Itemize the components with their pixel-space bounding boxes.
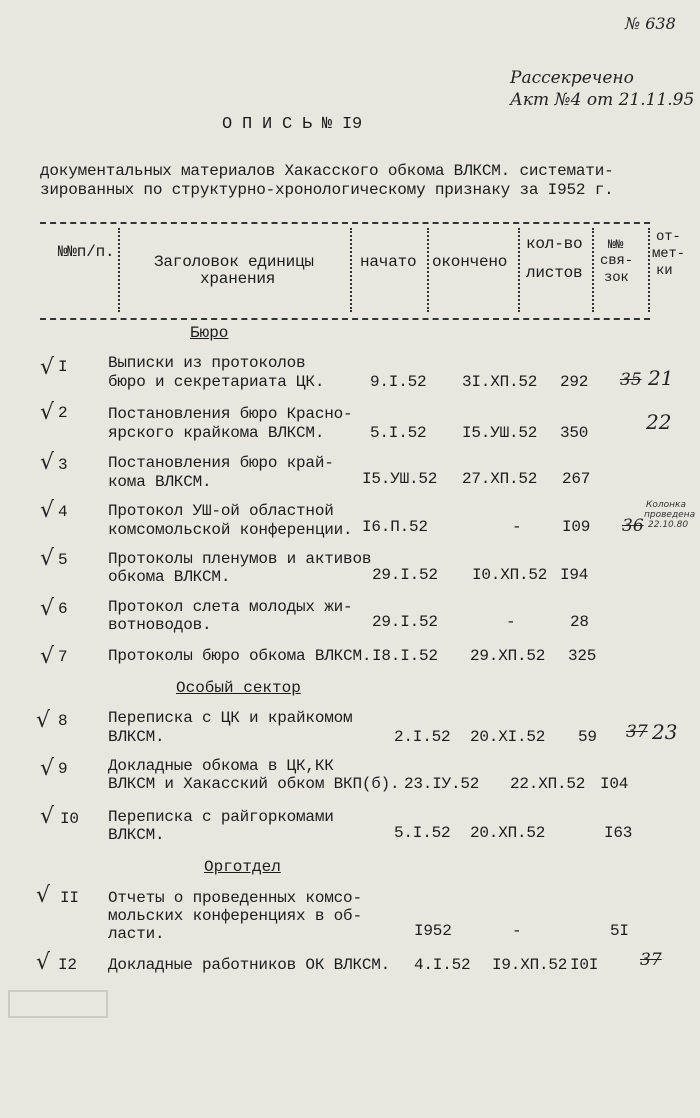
check-mark: √ — [40, 596, 55, 621]
check-mark: √ — [40, 498, 55, 523]
row-bundle: 35 — [620, 370, 642, 390]
row-title-line: ярского крайкома ВЛКСМ. — [108, 424, 325, 442]
check-mark: √ — [40, 756, 55, 781]
check-mark: √ — [40, 450, 55, 475]
header-notes-2: мет- — [652, 246, 685, 262]
row-end: 3I.XП.52 — [462, 373, 538, 391]
row-end: I5.УШ.52 — [462, 424, 538, 442]
row-end: - — [512, 922, 522, 940]
row-start: I5.УШ.52 — [362, 470, 438, 488]
row-number: II — [60, 889, 79, 907]
subtitle-line-2: зированных по структурно-хронологическому признаку за I952 г. — [40, 181, 614, 199]
row-number: 6 — [58, 600, 68, 618]
check-mark: √ — [36, 883, 51, 908]
header-bundles-2: свя- — [600, 253, 633, 269]
row-start: I8.I.52 — [372, 647, 438, 665]
check-mark: √ — [40, 546, 55, 571]
row-title-line: ВЛКСМ и Хакасский обком ВКП(б). — [108, 775, 400, 793]
check-mark: √ — [36, 708, 51, 733]
row-title-line: Протоколы пленумов и активов — [108, 550, 372, 568]
row-sheets: 28 — [570, 613, 589, 631]
row-number: 7 — [58, 648, 68, 666]
col-divider — [518, 228, 520, 312]
row-title-line: ВЛКСМ. — [108, 728, 165, 746]
row-sheets: 59 — [578, 728, 597, 746]
row-number: I0 — [60, 810, 79, 828]
row-end: - — [506, 613, 516, 631]
row-bundle: 36 — [622, 516, 644, 536]
row-start: I952 — [414, 922, 452, 940]
row-title-line: Постановления бюро край- — [108, 454, 334, 472]
row-number: 2 — [58, 404, 68, 422]
header-end: окончено — [432, 253, 508, 271]
row-bundle-corrected: 23 — [652, 720, 678, 744]
check-mark: √ — [40, 400, 55, 425]
header-bundles-1: №№ — [608, 237, 624, 252]
page-number: № 638 — [625, 14, 676, 33]
row-bundle-corrected: 21 — [648, 366, 674, 390]
row-end: 22.XП.52 — [510, 775, 586, 793]
row-start: 29.I.52 — [372, 566, 438, 584]
header-title-1: Заголовок единицы — [154, 253, 314, 271]
declassification-line-2: Акт №4 от 21.11.95 — [510, 90, 695, 110]
row-start: 4.I.52 — [414, 956, 471, 974]
row-title-line: Протокол слета молодых жи- — [108, 598, 353, 616]
row-title-line: ласти. — [108, 925, 165, 943]
row-title-line: Докладные обкома в ЦК,КК — [108, 757, 334, 775]
document-title: О П И С Ь № I9 — [222, 115, 363, 134]
row-title-line: Протокол УШ-ой областной — [108, 502, 334, 520]
row-end: 27.XП.52 — [462, 470, 538, 488]
row-bundle: 37 — [626, 722, 648, 742]
row-sheets: 325 — [568, 647, 597, 665]
header-num: №№п/п. — [58, 243, 115, 261]
header-top-rule — [40, 222, 650, 224]
row-sheets: 350 — [560, 424, 589, 442]
row-end: 20.XП.52 — [470, 824, 546, 842]
margin-note-line-2: проведена — [644, 510, 696, 520]
check-mark: √ — [40, 355, 55, 380]
margin-note-line-3: 22.10.80 — [648, 520, 689, 530]
margin-note-line-1: Колонка — [646, 500, 686, 510]
row-number: 3 — [58, 456, 68, 474]
header-sheets-2: листов — [526, 264, 583, 282]
row-sheets: 292 — [560, 373, 589, 391]
header-bottom-rule — [40, 318, 650, 320]
row-end: - — [512, 518, 522, 536]
check-mark: √ — [40, 644, 55, 669]
row-title-line: вотноводов. — [108, 616, 212, 634]
header-title-2: хранения — [200, 270, 276, 288]
row-number: 8 — [58, 712, 68, 730]
row-start: I6.П.52 — [362, 518, 428, 536]
row-bundle: 37 — [640, 950, 662, 970]
row-title-line: Выписки из протоколов — [108, 354, 306, 372]
row-title-line: Протоколы бюро обкома ВЛКСМ. — [108, 647, 372, 665]
row-end: I0.XП.52 — [472, 566, 548, 584]
row-start: 9.I.52 — [370, 373, 427, 391]
row-sheets: I94 — [560, 566, 589, 584]
row-title-line: Докладные работников ОК ВЛКСМ. — [108, 956, 391, 974]
row-start: 5.I.52 — [394, 824, 451, 842]
row-number: I2 — [58, 956, 77, 974]
col-divider — [118, 228, 120, 312]
row-number: 5 — [58, 551, 68, 569]
row-sheets: I04 — [600, 775, 629, 793]
row-title-line: мольских конференциях в об- — [108, 907, 362, 925]
col-divider — [648, 228, 650, 312]
row-title-line: Отчеты о проведенных комсо- — [108, 889, 362, 907]
row-title-line: ВЛКСМ. — [108, 826, 165, 844]
bleed-through-stamp — [8, 990, 108, 1018]
col-divider — [350, 228, 352, 312]
check-mark: √ — [36, 950, 51, 975]
row-sheets: 5I — [610, 922, 629, 940]
row-bundle-corrected: 22 — [646, 410, 672, 434]
header-start: начато — [360, 253, 417, 271]
header-bundles-3: зок — [604, 270, 629, 286]
col-divider — [592, 228, 594, 312]
header-notes-3: ки — [656, 263, 673, 279]
row-end: 20.XI.52 — [470, 728, 546, 746]
row-title-line: комсомольской конференции. — [108, 521, 353, 539]
row-title-line: кома ВЛКСМ. — [108, 473, 212, 491]
section-heading-org: Орготдел — [204, 858, 281, 876]
row-end: I9.XП.52 — [492, 956, 568, 974]
row-number: 9 — [58, 760, 68, 778]
row-sheets: 267 — [562, 470, 591, 488]
row-start: 23.IУ.52 — [404, 775, 480, 793]
row-sheets: I63 — [604, 824, 633, 842]
row-number: 4 — [58, 503, 68, 521]
row-sheets: I0I — [570, 956, 599, 974]
row-end: 29.XП.52 — [470, 647, 546, 665]
subtitle-line-1: документальных материалов Хакасского обкома ВЛКСМ. системати- — [40, 162, 614, 180]
row-title-line: Переписка с ЦК и крайкомом — [108, 709, 353, 727]
row-start: 5.I.52 — [370, 424, 427, 442]
row-sheets: I09 — [562, 518, 591, 536]
row-title-line: обкома ВЛКСМ. — [108, 568, 231, 586]
col-divider — [427, 228, 429, 312]
row-start: 29.I.52 — [372, 613, 438, 631]
declassification-line-1: Рассекречено — [510, 68, 634, 88]
row-title-line: Постановления бюро Красно- — [108, 405, 353, 423]
header-notes-1: от- — [656, 229, 681, 245]
row-title-line: Переписка с райгоркомами — [108, 808, 334, 826]
row-start: 2.I.52 — [394, 728, 451, 746]
header-sheets-1: кол-во — [526, 235, 583, 253]
row-number: I — [58, 358, 68, 376]
section-heading-special: Особый сектор — [176, 679, 301, 697]
check-mark: √ — [40, 804, 55, 829]
section-heading-bureau: Бюро — [190, 324, 229, 342]
row-title-line: бюро и секретариата ЦК. — [108, 373, 325, 391]
